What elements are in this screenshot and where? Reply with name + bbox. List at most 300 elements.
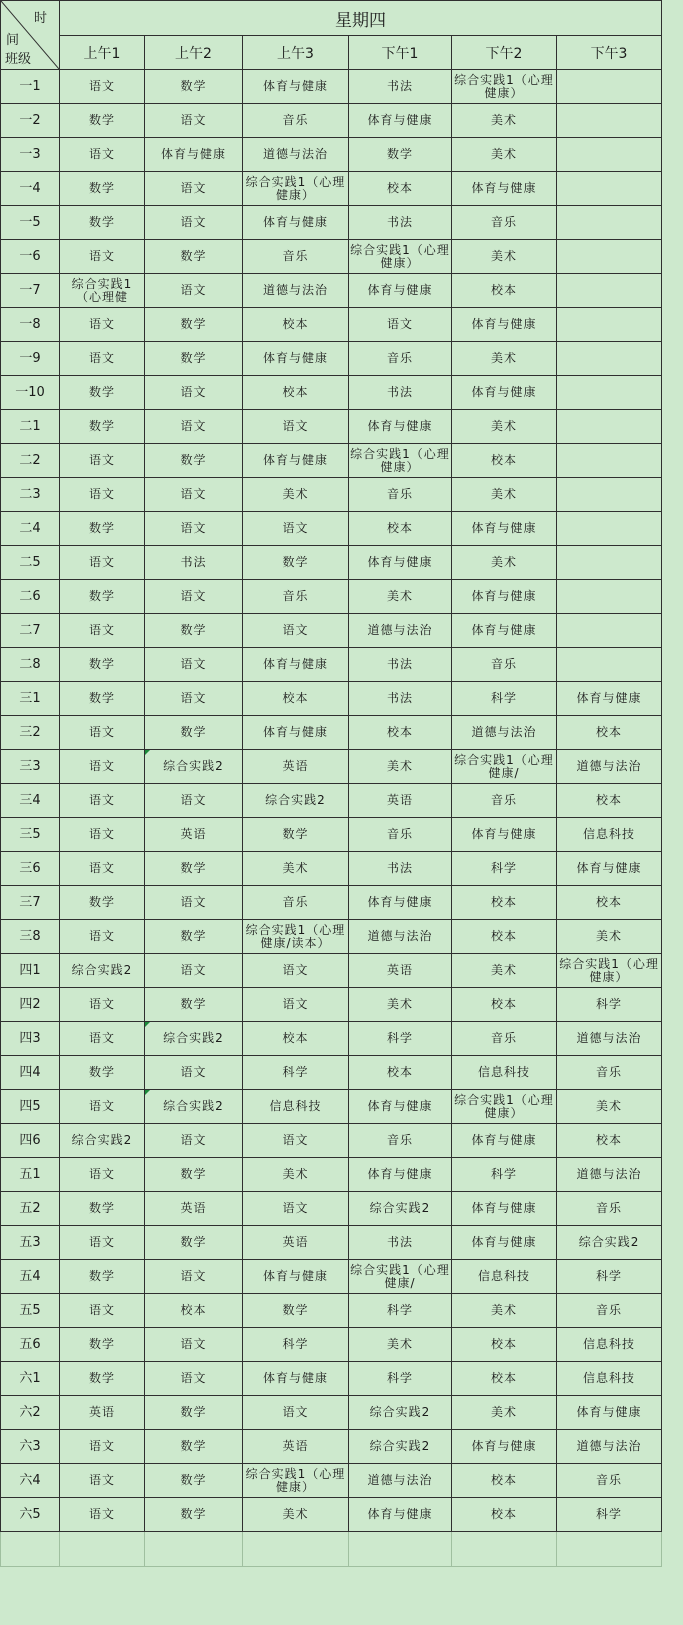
- subject-cell[interactable]: 科学: [452, 852, 557, 886]
- class-name-cell[interactable]: 一8: [1, 308, 60, 342]
- subject-cell[interactable]: 综合实践1（心理健康）: [243, 1464, 349, 1498]
- subject-cell[interactable]: 体育与健康: [243, 1362, 349, 1396]
- subject-cell[interactable]: 综合实践2: [349, 1396, 452, 1430]
- subject-cell[interactable]: 美术: [452, 478, 557, 512]
- subject-cell[interactable]: 数学: [145, 1226, 243, 1260]
- subject-cell[interactable]: 语文: [145, 376, 243, 410]
- subject-cell[interactable]: 英语: [243, 1430, 349, 1464]
- class-name-cell[interactable]: 一6: [1, 240, 60, 274]
- subject-cell[interactable]: 英语: [145, 1192, 243, 1226]
- subject-cell[interactable]: 校本: [349, 172, 452, 206]
- subject-cell[interactable]: [557, 104, 662, 138]
- subject-cell[interactable]: 语文: [60, 478, 145, 512]
- subject-cell[interactable]: 语文: [145, 1260, 243, 1294]
- subject-cell[interactable]: 道德与法治: [557, 750, 662, 784]
- subject-cell[interactable]: 综合实践2: [145, 1022, 243, 1056]
- corner-header-cell[interactable]: [1, 1, 60, 70]
- subject-cell[interactable]: 数学: [145, 920, 243, 954]
- subject-cell[interactable]: 英语: [243, 750, 349, 784]
- class-name-cell[interactable]: 六1: [1, 1362, 60, 1396]
- subject-cell[interactable]: 数学: [60, 512, 145, 546]
- empty-cell[interactable]: [349, 1532, 452, 1567]
- subject-cell[interactable]: 体育与健康: [452, 512, 557, 546]
- subject-cell[interactable]: 校本: [557, 716, 662, 750]
- subject-cell[interactable]: [557, 70, 662, 104]
- subject-cell[interactable]: 语文: [145, 512, 243, 546]
- subject-cell[interactable]: 科学: [243, 1056, 349, 1090]
- subject-cell[interactable]: 数学: [60, 1056, 145, 1090]
- subject-cell[interactable]: 信息科技: [452, 1056, 557, 1090]
- subject-cell[interactable]: 数学: [145, 1158, 243, 1192]
- subject-cell[interactable]: 综合实践1（心理健康）: [243, 172, 349, 206]
- subject-cell[interactable]: 语文: [145, 206, 243, 240]
- subject-cell[interactable]: 综合实践2: [557, 1226, 662, 1260]
- subject-cell[interactable]: 语文: [243, 988, 349, 1022]
- subject-cell[interactable]: 语文: [145, 886, 243, 920]
- subject-cell[interactable]: 美术: [557, 1090, 662, 1124]
- subject-cell[interactable]: 校本: [349, 512, 452, 546]
- subject-cell[interactable]: 体育与健康: [452, 614, 557, 648]
- subject-cell[interactable]: 道德与法治: [349, 920, 452, 954]
- subject-cell[interactable]: 书法: [349, 206, 452, 240]
- subject-cell[interactable]: 音乐: [557, 1294, 662, 1328]
- subject-cell[interactable]: 语文: [145, 104, 243, 138]
- subject-cell[interactable]: 数学: [243, 1294, 349, 1328]
- subject-cell[interactable]: 综合实践1（心理健康）: [557, 954, 662, 988]
- subject-cell[interactable]: 数学: [145, 240, 243, 274]
- subject-cell[interactable]: 道德与法治: [349, 614, 452, 648]
- subject-cell[interactable]: [557, 376, 662, 410]
- subject-cell[interactable]: 道德与法治: [557, 1158, 662, 1192]
- period-header[interactable]: 下午2: [452, 36, 557, 70]
- subject-cell[interactable]: 书法: [349, 682, 452, 716]
- subject-cell[interactable]: 音乐: [243, 886, 349, 920]
- class-name-cell[interactable]: 四1: [1, 954, 60, 988]
- subject-cell[interactable]: 美术: [452, 410, 557, 444]
- subject-cell[interactable]: 美术: [349, 580, 452, 614]
- subject-cell[interactable]: 语文: [60, 1464, 145, 1498]
- subject-cell[interactable]: 美术: [452, 240, 557, 274]
- class-name-cell[interactable]: 一1: [1, 70, 60, 104]
- class-name-cell[interactable]: 六5: [1, 1498, 60, 1532]
- empty-cell[interactable]: [60, 1532, 145, 1567]
- subject-cell[interactable]: 数学: [145, 70, 243, 104]
- subject-cell[interactable]: 数学: [145, 1430, 243, 1464]
- subject-cell[interactable]: 美术: [452, 954, 557, 988]
- class-name-cell[interactable]: 三5: [1, 818, 60, 852]
- subject-cell[interactable]: 科学: [452, 682, 557, 716]
- subject-cell[interactable]: 语文: [60, 818, 145, 852]
- subject-cell[interactable]: 综合实践1（心理健康）: [452, 70, 557, 104]
- subject-cell[interactable]: 体育与健康: [349, 1158, 452, 1192]
- subject-cell[interactable]: [557, 512, 662, 546]
- subject-cell[interactable]: 美术: [452, 342, 557, 376]
- subject-cell[interactable]: 语文: [60, 1294, 145, 1328]
- subject-cell[interactable]: 数学: [145, 342, 243, 376]
- class-name-cell[interactable]: 三2: [1, 716, 60, 750]
- empty-cell[interactable]: [557, 1532, 662, 1567]
- subject-cell[interactable]: 综合实践2: [60, 954, 145, 988]
- class-name-cell[interactable]: 三7: [1, 886, 60, 920]
- subject-cell[interactable]: 美术: [349, 988, 452, 1022]
- class-name-cell[interactable]: 三4: [1, 784, 60, 818]
- subject-cell[interactable]: 校本: [452, 274, 557, 308]
- subject-cell[interactable]: 书法: [349, 852, 452, 886]
- subject-cell[interactable]: 体育与健康: [349, 886, 452, 920]
- subject-cell[interactable]: 校本: [452, 1464, 557, 1498]
- subject-cell[interactable]: 语文: [145, 580, 243, 614]
- subject-cell[interactable]: 体育与健康: [243, 716, 349, 750]
- subject-cell[interactable]: 英语: [145, 818, 243, 852]
- subject-cell[interactable]: 数学: [243, 546, 349, 580]
- subject-cell[interactable]: 语文: [145, 172, 243, 206]
- subject-cell[interactable]: 信息科技: [557, 1328, 662, 1362]
- subject-cell[interactable]: [557, 308, 662, 342]
- subject-cell[interactable]: 体育与健康: [243, 648, 349, 682]
- subject-cell[interactable]: 音乐: [349, 818, 452, 852]
- empty-cell[interactable]: [145, 1532, 243, 1567]
- subject-cell[interactable]: 语文: [60, 1498, 145, 1532]
- subject-cell[interactable]: 音乐: [243, 580, 349, 614]
- subject-cell[interactable]: 数学: [145, 852, 243, 886]
- subject-cell[interactable]: 信息科技: [557, 1362, 662, 1396]
- subject-cell[interactable]: 校本: [243, 682, 349, 716]
- subject-cell[interactable]: 体育与健康: [243, 342, 349, 376]
- subject-cell[interactable]: 科学: [452, 1158, 557, 1192]
- subject-cell[interactable]: 数学: [145, 1396, 243, 1430]
- empty-cell[interactable]: [1, 1532, 60, 1567]
- subject-cell[interactable]: 道德与法治: [243, 274, 349, 308]
- subject-cell[interactable]: 道德与法治: [349, 1464, 452, 1498]
- subject-cell[interactable]: 数学: [145, 614, 243, 648]
- class-name-cell[interactable]: 四3: [1, 1022, 60, 1056]
- subject-cell[interactable]: 科学: [557, 988, 662, 1022]
- subject-cell[interactable]: 音乐: [349, 478, 452, 512]
- subject-cell[interactable]: 科学: [557, 1498, 662, 1532]
- subject-cell[interactable]: 体育与健康: [349, 1090, 452, 1124]
- period-header[interactable]: 上午3: [243, 36, 349, 70]
- subject-cell[interactable]: 信息科技: [243, 1090, 349, 1124]
- subject-cell[interactable]: 语文: [145, 478, 243, 512]
- class-name-cell[interactable]: 二1: [1, 410, 60, 444]
- subject-cell[interactable]: 美术: [243, 478, 349, 512]
- subject-cell[interactable]: 综合实践2: [145, 750, 243, 784]
- subject-cell[interactable]: 美术: [452, 546, 557, 580]
- class-name-cell[interactable]: 二6: [1, 580, 60, 614]
- class-name-cell[interactable]: 四6: [1, 1124, 60, 1158]
- subject-cell[interactable]: [557, 206, 662, 240]
- subject-cell[interactable]: 道德与法治: [452, 716, 557, 750]
- subject-cell[interactable]: [557, 614, 662, 648]
- subject-cell[interactable]: 美术: [349, 750, 452, 784]
- subject-cell[interactable]: 语文: [60, 70, 145, 104]
- subject-cell[interactable]: 语文: [60, 138, 145, 172]
- class-name-cell[interactable]: 二3: [1, 478, 60, 512]
- subject-cell[interactable]: 综合实践1（心理健康/读本）: [243, 920, 349, 954]
- subject-cell[interactable]: 综合实践2: [145, 1090, 243, 1124]
- subject-cell[interactable]: 语文: [60, 1022, 145, 1056]
- subject-cell[interactable]: [557, 342, 662, 376]
- class-name-cell[interactable]: 五6: [1, 1328, 60, 1362]
- subject-cell[interactable]: 数学: [60, 206, 145, 240]
- subject-cell[interactable]: 英语: [243, 1226, 349, 1260]
- subject-cell[interactable]: 校本: [452, 1498, 557, 1532]
- subject-cell[interactable]: 体育与健康: [243, 206, 349, 240]
- class-name-cell[interactable]: 五2: [1, 1192, 60, 1226]
- class-name-cell[interactable]: 六4: [1, 1464, 60, 1498]
- subject-cell[interactable]: 语文: [145, 1124, 243, 1158]
- subject-cell[interactable]: 校本: [452, 988, 557, 1022]
- subject-cell[interactable]: 语文: [60, 342, 145, 376]
- subject-cell[interactable]: 语文: [243, 1124, 349, 1158]
- class-name-cell[interactable]: 三8: [1, 920, 60, 954]
- subject-cell[interactable]: 数学: [60, 648, 145, 682]
- subject-cell[interactable]: 语文: [60, 750, 145, 784]
- subject-cell[interactable]: 语文: [145, 274, 243, 308]
- subject-cell[interactable]: [557, 546, 662, 580]
- subject-cell[interactable]: 语文: [60, 1430, 145, 1464]
- subject-cell[interactable]: 数学: [145, 988, 243, 1022]
- subject-cell[interactable]: 体育与健康: [349, 546, 452, 580]
- subject-cell[interactable]: 校本: [243, 376, 349, 410]
- subject-cell[interactable]: 英语: [349, 784, 452, 818]
- subject-cell[interactable]: 语文: [243, 410, 349, 444]
- subject-cell[interactable]: 语文: [243, 1192, 349, 1226]
- class-name-cell[interactable]: 四4: [1, 1056, 60, 1090]
- subject-cell[interactable]: 数学: [60, 1328, 145, 1362]
- class-name-cell[interactable]: 一9: [1, 342, 60, 376]
- subject-cell[interactable]: 数学: [60, 104, 145, 138]
- class-name-cell[interactable]: 一2: [1, 104, 60, 138]
- class-name-cell[interactable]: 二7: [1, 614, 60, 648]
- subject-cell[interactable]: 音乐: [452, 206, 557, 240]
- subject-cell[interactable]: 美术: [349, 1328, 452, 1362]
- subject-cell[interactable]: 美术: [452, 1396, 557, 1430]
- subject-cell[interactable]: 语文: [60, 988, 145, 1022]
- class-name-cell[interactable]: 四5: [1, 1090, 60, 1124]
- period-header[interactable]: 上午2: [145, 36, 243, 70]
- subject-cell[interactable]: [557, 580, 662, 614]
- class-name-cell[interactable]: 三6: [1, 852, 60, 886]
- subject-cell[interactable]: 体育与健康: [243, 1260, 349, 1294]
- subject-cell[interactable]: 综合实践1（心理健康）: [349, 240, 452, 274]
- subject-cell[interactable]: 数学: [60, 376, 145, 410]
- subject-cell[interactable]: 体育与健康: [349, 1498, 452, 1532]
- subject-cell[interactable]: 音乐: [452, 1022, 557, 1056]
- subject-cell[interactable]: 数学: [60, 886, 145, 920]
- subject-cell[interactable]: 数学: [60, 1260, 145, 1294]
- subject-cell[interactable]: 美术: [557, 920, 662, 954]
- subject-cell[interactable]: 音乐: [349, 342, 452, 376]
- subject-cell[interactable]: 科学: [349, 1294, 452, 1328]
- subject-cell[interactable]: 英语: [60, 1396, 145, 1430]
- subject-cell[interactable]: 校本: [145, 1294, 243, 1328]
- subject-cell[interactable]: 信息科技: [557, 818, 662, 852]
- class-name-cell[interactable]: 一4: [1, 172, 60, 206]
- subject-cell[interactable]: 语文: [60, 240, 145, 274]
- subject-cell[interactable]: 数学: [145, 308, 243, 342]
- subject-cell[interactable]: 语文: [145, 410, 243, 444]
- subject-cell[interactable]: 音乐: [452, 784, 557, 818]
- subject-cell[interactable]: 美术: [452, 104, 557, 138]
- subject-cell[interactable]: 语文: [60, 614, 145, 648]
- subject-cell[interactable]: 语文: [60, 308, 145, 342]
- subject-cell[interactable]: 语文: [349, 308, 452, 342]
- subject-cell[interactable]: [557, 648, 662, 682]
- subject-cell[interactable]: 数学: [349, 138, 452, 172]
- subject-cell[interactable]: 体育与健康: [349, 410, 452, 444]
- subject-cell[interactable]: 体育与健康: [349, 104, 452, 138]
- subject-cell[interactable]: 体育与健康: [557, 852, 662, 886]
- subject-cell[interactable]: 语文: [60, 1090, 145, 1124]
- subject-cell[interactable]: 体育与健康: [557, 682, 662, 716]
- class-name-cell[interactable]: 五1: [1, 1158, 60, 1192]
- subject-cell[interactable]: [557, 444, 662, 478]
- subject-cell[interactable]: 校本: [557, 1124, 662, 1158]
- subject-cell[interactable]: 校本: [349, 1056, 452, 1090]
- subject-cell[interactable]: 体育与健康: [557, 1396, 662, 1430]
- subject-cell[interactable]: 综合实践1（心理健康/: [452, 750, 557, 784]
- subject-cell[interactable]: 语文: [243, 614, 349, 648]
- subject-cell[interactable]: 道德与法治: [557, 1430, 662, 1464]
- subject-cell[interactable]: 语文: [243, 512, 349, 546]
- subject-cell[interactable]: 体育与健康: [452, 376, 557, 410]
- subject-cell[interactable]: 科学: [349, 1362, 452, 1396]
- subject-cell[interactable]: 美术: [452, 138, 557, 172]
- subject-cell[interactable]: 综合实践1（心理健康）: [452, 1090, 557, 1124]
- subject-cell[interactable]: [557, 240, 662, 274]
- subject-cell[interactable]: 书法: [349, 70, 452, 104]
- subject-cell[interactable]: 校本: [557, 784, 662, 818]
- subject-cell[interactable]: 语文: [145, 682, 243, 716]
- empty-cell[interactable]: [243, 1532, 349, 1567]
- subject-cell[interactable]: 音乐: [243, 240, 349, 274]
- subject-cell[interactable]: 数学: [145, 1498, 243, 1532]
- subject-cell[interactable]: 语文: [145, 1056, 243, 1090]
- subject-cell[interactable]: 综合实践2: [60, 1124, 145, 1158]
- subject-cell[interactable]: 语文: [145, 784, 243, 818]
- subject-cell[interactable]: 语文: [145, 954, 243, 988]
- subject-cell[interactable]: 语文: [243, 954, 349, 988]
- subject-cell[interactable]: 体育与健康: [452, 1226, 557, 1260]
- subject-cell[interactable]: 综合实践2: [243, 784, 349, 818]
- subject-cell[interactable]: 音乐: [452, 648, 557, 682]
- subject-cell[interactable]: 数学: [243, 818, 349, 852]
- subject-cell[interactable]: 美术: [243, 1498, 349, 1532]
- empty-cell[interactable]: [452, 1532, 557, 1567]
- subject-cell[interactable]: [557, 172, 662, 206]
- subject-cell[interactable]: 体育与健康: [452, 172, 557, 206]
- subject-cell[interactable]: 科学: [349, 1022, 452, 1056]
- subject-cell[interactable]: 校本: [243, 308, 349, 342]
- subject-cell[interactable]: 信息科技: [452, 1260, 557, 1294]
- subject-cell[interactable]: 体育与健康: [452, 818, 557, 852]
- class-name-cell[interactable]: 三3: [1, 750, 60, 784]
- class-name-cell[interactable]: 二2: [1, 444, 60, 478]
- subject-cell[interactable]: 校本: [349, 716, 452, 750]
- subject-cell[interactable]: 语文: [145, 1328, 243, 1362]
- day-title[interactable]: 星期四: [60, 1, 662, 36]
- subject-cell[interactable]: 道德与法治: [557, 1022, 662, 1056]
- subject-cell[interactable]: 美术: [452, 1294, 557, 1328]
- subject-cell[interactable]: 语文: [60, 1158, 145, 1192]
- class-name-cell[interactable]: 三1: [1, 682, 60, 716]
- subject-cell[interactable]: 语文: [60, 784, 145, 818]
- subject-cell[interactable]: 语文: [145, 1362, 243, 1396]
- subject-cell[interactable]: 体育与健康: [452, 1124, 557, 1158]
- subject-cell[interactable]: 体育与健康: [452, 580, 557, 614]
- subject-cell[interactable]: 数学: [60, 682, 145, 716]
- class-name-cell[interactable]: 二5: [1, 546, 60, 580]
- subject-cell[interactable]: 综合实践1（心理健康）: [349, 444, 452, 478]
- subject-cell[interactable]: 语文: [60, 920, 145, 954]
- subject-cell[interactable]: 体育与健康: [452, 308, 557, 342]
- subject-cell[interactable]: 音乐: [243, 104, 349, 138]
- subject-cell[interactable]: 体育与健康: [243, 70, 349, 104]
- subject-cell[interactable]: 书法: [349, 376, 452, 410]
- subject-cell[interactable]: 数学: [145, 444, 243, 478]
- subject-cell[interactable]: 美术: [243, 852, 349, 886]
- subject-cell[interactable]: 综合实践1（心理健: [60, 274, 145, 308]
- subject-cell[interactable]: [557, 410, 662, 444]
- subject-cell[interactable]: 科学: [557, 1260, 662, 1294]
- subject-cell[interactable]: 综合实践2: [349, 1192, 452, 1226]
- subject-cell[interactable]: 校本: [452, 1362, 557, 1396]
- subject-cell[interactable]: 综合实践2: [349, 1430, 452, 1464]
- class-name-cell[interactable]: 一3: [1, 138, 60, 172]
- subject-cell[interactable]: 综合实践1（心理健康/: [349, 1260, 452, 1294]
- class-name-cell[interactable]: 一5: [1, 206, 60, 240]
- subject-cell[interactable]: 音乐: [557, 1056, 662, 1090]
- class-name-cell[interactable]: 四2: [1, 988, 60, 1022]
- subject-cell[interactable]: 校本: [243, 1022, 349, 1056]
- subject-cell[interactable]: 数学: [60, 172, 145, 206]
- subject-cell[interactable]: 语文: [243, 1396, 349, 1430]
- period-header[interactable]: 下午1: [349, 36, 452, 70]
- subject-cell[interactable]: 音乐: [557, 1464, 662, 1498]
- subject-cell[interactable]: 语文: [60, 716, 145, 750]
- subject-cell[interactable]: 体育与健康: [452, 1430, 557, 1464]
- subject-cell[interactable]: 校本: [452, 920, 557, 954]
- class-name-cell[interactable]: 五3: [1, 1226, 60, 1260]
- subject-cell[interactable]: [557, 274, 662, 308]
- subject-cell[interactable]: 书法: [349, 1226, 452, 1260]
- subject-cell[interactable]: 体育与健康: [243, 444, 349, 478]
- subject-cell[interactable]: 数学: [60, 1192, 145, 1226]
- subject-cell[interactable]: [557, 138, 662, 172]
- period-header[interactable]: 上午1: [60, 36, 145, 70]
- class-name-cell[interactable]: 五5: [1, 1294, 60, 1328]
- subject-cell[interactable]: 体育与健康: [145, 138, 243, 172]
- subject-cell[interactable]: 数学: [145, 716, 243, 750]
- subject-cell[interactable]: 语文: [145, 648, 243, 682]
- subject-cell[interactable]: 校本: [452, 1328, 557, 1362]
- subject-cell[interactable]: 语文: [60, 546, 145, 580]
- class-name-cell[interactable]: 一10: [1, 376, 60, 410]
- subject-cell[interactable]: 美术: [243, 1158, 349, 1192]
- class-name-cell[interactable]: 六2: [1, 1396, 60, 1430]
- subject-cell[interactable]: [557, 478, 662, 512]
- subject-cell[interactable]: 道德与法治: [243, 138, 349, 172]
- subject-cell[interactable]: 英语: [349, 954, 452, 988]
- subject-cell[interactable]: 科学: [243, 1328, 349, 1362]
- subject-cell[interactable]: 校本: [452, 444, 557, 478]
- class-name-cell[interactable]: 五4: [1, 1260, 60, 1294]
- subject-cell[interactable]: 音乐: [557, 1192, 662, 1226]
- subject-cell[interactable]: 数学: [145, 1464, 243, 1498]
- subject-cell[interactable]: 书法: [349, 648, 452, 682]
- subject-cell[interactable]: 语文: [60, 444, 145, 478]
